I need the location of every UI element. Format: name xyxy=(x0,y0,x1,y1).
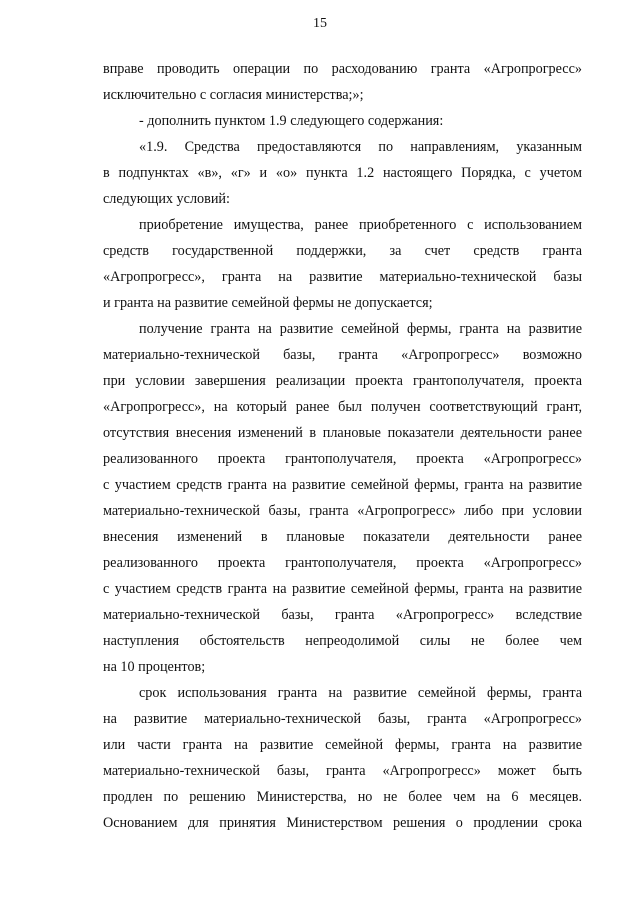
text-line: материально-технической базы, гранта «Агропрогресс» может быть xyxy=(103,763,582,779)
text-line: материально-технической базы, гранта «Агропрогресс» возможно xyxy=(103,347,582,363)
text-line: материально-технической базы, гранта «Агропрогресс» либо при условии xyxy=(103,503,582,519)
text-line: следующих условий: xyxy=(103,191,230,207)
text-line: Основанием для принятия Министерством решения о продлении срока xyxy=(103,815,582,831)
text-line: на 10 процентов; xyxy=(103,659,206,675)
text-line: продлен по решению Министерства, но не более чем на 6 месяцев. xyxy=(103,789,582,805)
text-line: с участием средств гранта на развитие семейной фермы, гранта на развитие xyxy=(103,477,582,493)
text-line: приобретение имущества, ранее приобретенного с использованием xyxy=(139,217,582,233)
text-line: в подпунктах «в», «г» и «о» пункта 1.2 настоящего Порядка, с учетом xyxy=(103,165,582,181)
text-line: и гранта на развитие семейной фермы не допускается; xyxy=(103,295,433,311)
text-line: или части гранта на развитие семейной фермы, гранта на развитие xyxy=(103,737,582,753)
text-line: внесения изменений в плановые показатели деятельности ранее xyxy=(103,529,582,545)
text-line: «Агропрогресс», гранта на развитие материально-технической базы xyxy=(103,269,582,285)
text-line: наступления обстоятельств непреодолимой силы не более чем xyxy=(103,633,582,649)
page-number: 15 xyxy=(313,16,327,31)
text-line: срок использования гранта на развитие семейной фермы, гранта xyxy=(139,685,582,701)
text-line: материально-технической базы, гранта «Агропрогресс» вследствие xyxy=(103,607,582,623)
text-line: реализованного проекта грантополучателя, проекта «Агропрогресс» xyxy=(103,451,582,467)
text-line: «Агропрогресс», на который ранее был получен соответствующий грант, xyxy=(103,399,582,415)
text-line: при условии завершения реализации проекта грантополучателя, проекта xyxy=(103,373,582,389)
text-line: вправе проводить операции по расходованию гранта «Агропрогресс» xyxy=(103,61,582,77)
text-line: реализованного проекта грантополучателя, проекта «Агропрогресс» xyxy=(103,555,582,571)
text-line: с участием средств гранта на развитие семейной фермы, гранта на развитие xyxy=(103,581,582,597)
text-line: «1.9. Средства предоставляются по направлениям, указанным xyxy=(139,139,582,155)
text-line: отсутствия внесения изменений в плановые показатели деятельности ранее xyxy=(103,425,582,441)
text-line: на развитие материально-технической базы, гранта «Агропрогресс» xyxy=(103,711,582,727)
text-line: получение гранта на развитие семейной фермы, гранта на развитие xyxy=(139,321,582,337)
text-line: средств государственной поддержки, за счет средств гранта xyxy=(103,243,582,259)
text-line: исключительно с согласия министерства;»; xyxy=(103,87,364,103)
text-line: - дополнить пунктом 1.9 следующего содержания: xyxy=(139,113,444,129)
